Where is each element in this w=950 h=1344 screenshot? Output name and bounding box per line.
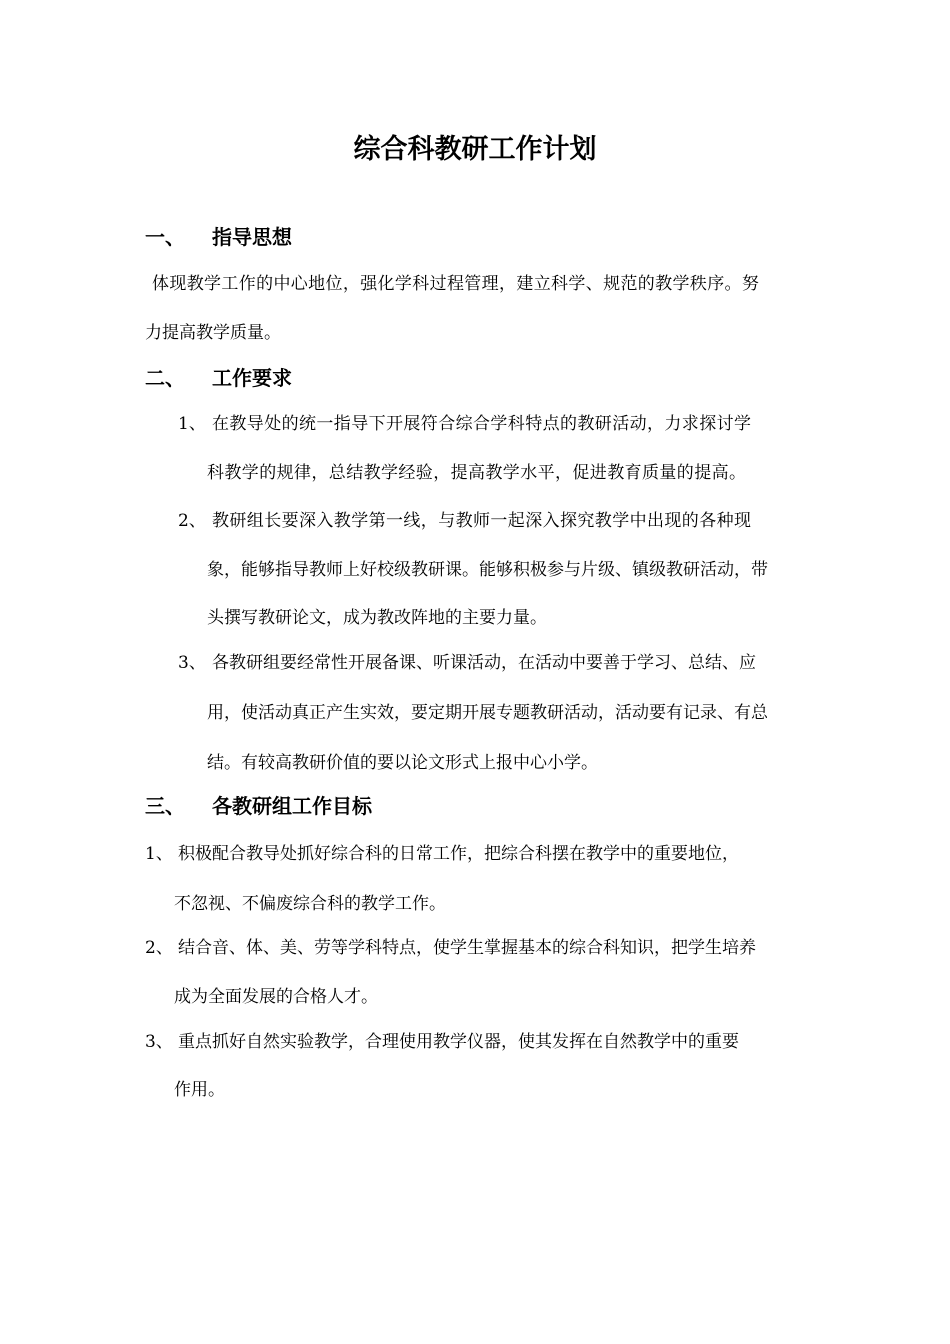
list-marker: 1、 [178, 414, 206, 434]
list-marker: 1、 [145, 844, 173, 864]
list-item-line: 象，能够指导教师上好校级教研课。能够积极参与片级、镇级教研活动，带 [207, 560, 768, 580]
list-item-line: 用，使活动真正产生实效，要定期开展专题教研活动，活动要有记录、有总 [207, 703, 768, 723]
list-item-line: 教研组长要深入教学第一线，与教师一起深入探究教学中出现的各种现 [212, 511, 752, 531]
paragraph-line: 体现教学工作的中心地位，强化学科过程管理，建立科学、规范的教学秩序。努 [152, 274, 760, 294]
paragraph-line: 力提高教学质量。 [145, 323, 281, 343]
section-title: 各教研组工作目标 [212, 794, 372, 818]
list-item-line: 成为全面发展的合格人才。 [174, 987, 378, 1007]
list-item-line: 结合音、体、美、劳等学科特点，使学生掌握基本的综合科知识，把学生培养 [178, 938, 756, 958]
section-heading-2 [145, 363, 292, 393]
list-marker: 2、 [178, 511, 206, 531]
list-marker: 3、 [178, 653, 206, 673]
list-item-line: 头撰写教研论文，成为教改阵地的主要力量。 [207, 608, 547, 628]
section-number: 一、 [145, 225, 185, 249]
document-title: 综合科教研工作计划 [353, 134, 597, 165]
section-number: 二、 [145, 366, 185, 390]
list-item-line: 重点抓好自然实验教学，合理使用教学仪器，使其发挥在自然教学中的重要 [178, 1032, 739, 1052]
list-item-line: 在教导处的统一指导下开展符合综合学科特点的教研活动，力求探讨学 [212, 414, 752, 434]
list-item-line: 科教学的规律，总结教学经验，提高教学水平，促进教育质量的提高。 [207, 463, 747, 483]
section-title: 工作要求 [212, 366, 292, 390]
list-item-line: 不忽视、不偏废综合科的教学工作。 [174, 894, 446, 914]
list-item-line: 积极配合教导处抓好综合科的日常工作，把综合科摆在教学中的重要地位， [178, 844, 739, 864]
list-item-line: 结。有较高教研价值的要以论文形式上报中心小学。 [207, 753, 598, 773]
section-number: 三、 [145, 794, 185, 818]
list-item-line: 各教研组要经常性开展备课、听课活动，在活动中要善于学习、总结、应 [212, 653, 756, 673]
section-heading-3 [145, 791, 372, 821]
section-heading-1 [145, 222, 292, 252]
section-title: 指导思想 [212, 225, 292, 249]
list-marker: 3、 [145, 1032, 173, 1052]
list-marker: 2、 [145, 938, 173, 958]
list-item-line: 作用。 [174, 1080, 225, 1100]
